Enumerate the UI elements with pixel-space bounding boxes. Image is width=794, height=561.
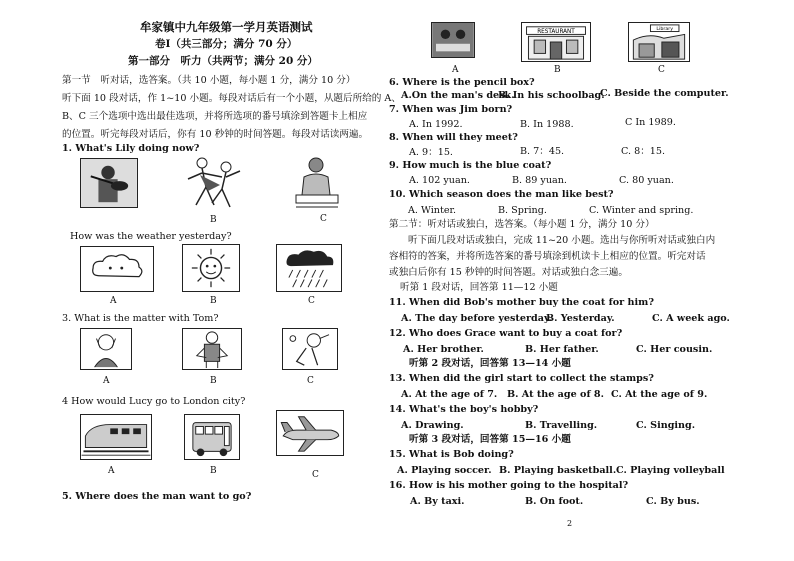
q6-option-b: B. In his schoolbag.: [498, 90, 605, 101]
q6-option-a: A.On the man's desk.: [401, 90, 515, 101]
section2-instruction-line2: 容相符的答案，并将所选答案的番号填涂到机读卡上相应的位置。听完对话: [389, 251, 706, 262]
q11-option-a: A. The day before yesterday.: [401, 313, 552, 324]
q14-option-b: B. Travelling.: [525, 420, 598, 431]
q10-option-c: C. Winter and spring.: [589, 205, 694, 216]
dialogue-3-heading: 听第 3 段对话，回答第 15—16 小题: [409, 434, 571, 445]
q8-option-c: C. 8：15.: [621, 146, 666, 157]
q12-option-a: A. Her brother.: [403, 344, 484, 355]
q8-option-a: A. 9：15.: [409, 147, 453, 158]
fever-image: [282, 328, 338, 370]
label-c: C: [307, 376, 314, 386]
q15-option-c: C. Playing volleyball: [616, 465, 725, 476]
q7-option-b: B. In 1988.: [520, 119, 574, 130]
label-a: A: [103, 376, 110, 386]
question-14: 14. What's the boy's hobby?: [389, 404, 539, 415]
restaurant-sign-text: RESTAURANT: [537, 28, 575, 35]
question-9: 9. How much is the blue coat?: [389, 160, 552, 171]
q9-option-c: C. 80 yuan.: [619, 175, 674, 186]
q11-option-c: C. A week ago.: [652, 313, 730, 324]
stomachache-image: [182, 328, 242, 370]
dialogue-2-heading: 听第 2 段对话，回答第 13—14 小题: [409, 358, 571, 369]
question-15: 15. What is Bob doing?: [389, 449, 514, 460]
section2-instruction-line3: 或独白后你有 15 秒钟的时间答题。对话或独白念三遍。: [389, 267, 628, 278]
section1-instruction-line2: B、C 三个选项中选出最佳选项，并将所选项的番号填涂到答题卡上相应: [62, 111, 368, 122]
q10-option-a: A. Winter.: [408, 205, 457, 216]
question-13: 13. When did the girl start to collect the stamps?: [389, 373, 654, 384]
q12-option-c: C. Her cousin.: [636, 344, 713, 355]
label-b: B: [554, 65, 561, 75]
question-4: 4 How would Lucy go to London city?: [62, 396, 246, 407]
q8-option-b: B. 7：45.: [520, 146, 565, 157]
label-a: A: [110, 296, 117, 306]
question-11: 11. When did Bob's mother buy the coat for him?: [389, 297, 654, 308]
section2-instruction-line1: 听下面几段对话或独白，完成 11~20 小题。选出与你所听对话或独白内: [408, 235, 716, 246]
library-image: [628, 22, 690, 62]
q14-option-a: A. Drawing.: [401, 420, 464, 431]
label-c: C: [308, 296, 315, 306]
label-b: B: [210, 466, 217, 476]
question-1: 1. What's Lily doing now?: [62, 143, 200, 154]
question-10: 10. Which season does the man like best?: [389, 189, 614, 200]
bus-image: [184, 414, 240, 460]
part-heading: 第一部分 听力（共两节；满分 20 分）: [128, 55, 318, 67]
q15-option-b: B. Playing basketball.: [499, 465, 617, 476]
question-5: 5. Where does the man want to go?: [62, 491, 252, 502]
exam-title: 牟家镇中九年级第一学月英语测试: [140, 20, 313, 34]
restaurant-image: [521, 22, 591, 62]
q16-option-a: A. By taxi.: [410, 496, 465, 507]
question-6: 6. Where is the pencil box?: [389, 77, 535, 88]
section1-instruction-line3: 的位置。听完每段对话后，你有 10 秒钟的时间答题。每段对话读两遍。: [62, 129, 369, 140]
violin-player-image: [80, 158, 138, 208]
train-image: [80, 414, 152, 460]
airplane-image: [276, 410, 344, 456]
library-sign-text: Library: [656, 27, 674, 33]
section1-heading: 第一节 听对话，选答案。（共 10 小题，每小题 1 分，满分 10 分）: [62, 75, 356, 86]
q13-option-a: A. At the age of 7.: [401, 389, 498, 400]
section2-heading: 第二节：听对话或独白，选答案。（每小题 1 分，满分 10 分）: [389, 219, 655, 230]
question-3: 3. What is the matter with Tom?: [62, 313, 219, 324]
q16-option-c: C. By bus.: [646, 496, 700, 507]
dialogue-1-heading: 听第 1 段对话，回答第 11—12 小题: [400, 282, 558, 293]
q7-option-a: A. In 1992.: [409, 119, 463, 130]
q10-option-b: B. Spring.: [498, 205, 547, 216]
q9-option-a: A. 102 yuan.: [409, 175, 470, 186]
q15-option-a: A. Playing soccer.: [397, 465, 492, 476]
q16-option-b: B. On foot.: [525, 496, 584, 507]
question-2: How was the weather yesterday?: [70, 231, 232, 242]
q7-option-c: C In 1989.: [625, 117, 676, 128]
dancing-people-image: [182, 155, 244, 210]
section1-instruction-line1: 听下面 10 段对话，作 1~10 小题。每段对话后有一个小题，从题后所给的 A、: [62, 93, 401, 104]
q12-option-b: B. Her father.: [525, 344, 599, 355]
exam-subtitle: 卷Ⅰ（共三部分；满分 70 分）: [155, 38, 298, 50]
q13-option-c: C. At the age of 9.: [611, 389, 708, 400]
label-b: B: [210, 296, 217, 306]
question-7: 7. When was Jim born?: [389, 104, 513, 115]
q11-option-b: B. Yesterday.: [546, 313, 615, 324]
question-8: 8. When will they meet?: [389, 132, 518, 143]
cloudy-weather-image: [80, 246, 154, 292]
label-c: C: [312, 470, 319, 480]
label-b: B: [210, 376, 217, 386]
label-c: C: [658, 65, 665, 75]
page-number: 2: [567, 519, 573, 528]
question-12: 12. Who does Grace want to buy a coat for?: [389, 328, 623, 339]
label-c: C: [320, 214, 327, 224]
label-a: A: [452, 65, 459, 75]
label-b: B: [210, 215, 217, 225]
rainy-weather-image: [276, 244, 342, 292]
q14-option-c: C. Singing.: [636, 420, 696, 431]
label-a: A: [108, 466, 115, 476]
people-at-table-image: [431, 22, 475, 58]
sunny-weather-image: [182, 244, 240, 292]
headache-image: [80, 328, 132, 370]
question-16: 16. How is his mother going to the hospital?: [389, 480, 629, 491]
person-at-desk-image: [292, 155, 342, 210]
q9-option-b: B. 89 yuan.: [512, 175, 567, 186]
q13-option-b: B. At the age of 8.: [507, 389, 604, 400]
q6-option-c: C. Beside the computer.: [600, 88, 729, 99]
